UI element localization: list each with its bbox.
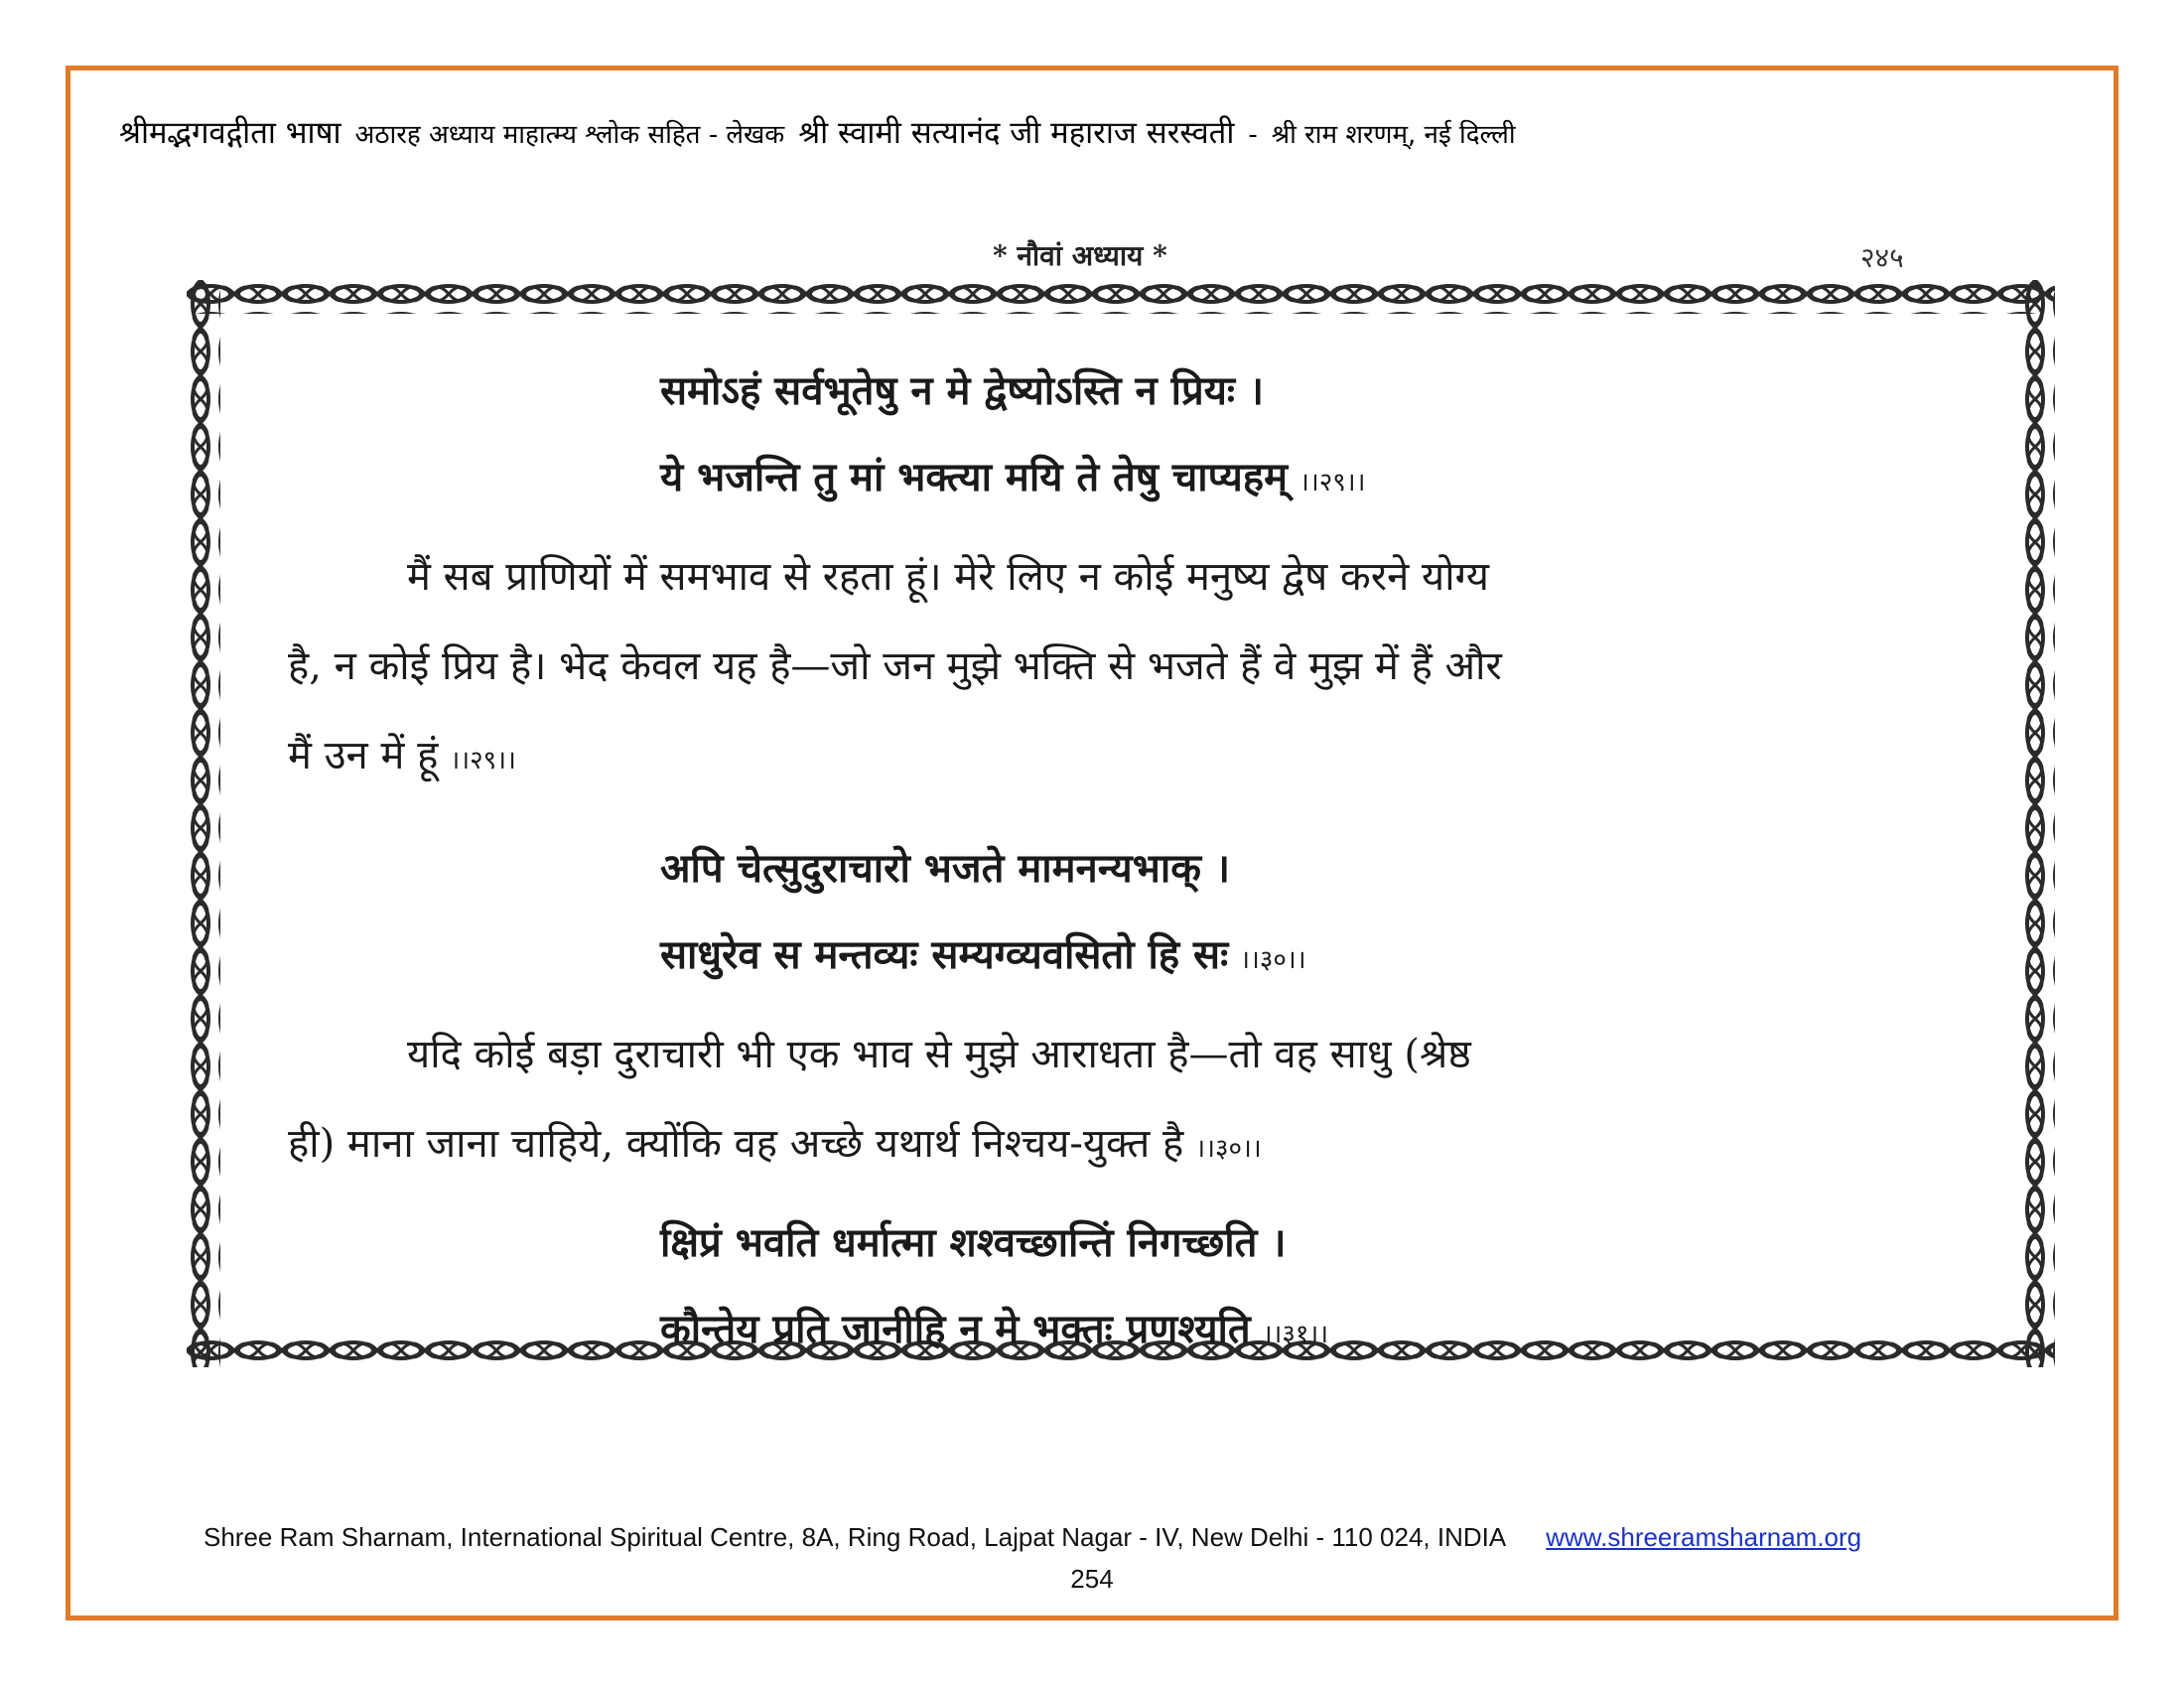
verse-line: समोऽहं सर्वभूतेषु न मे द्वेष्योऽस्ति न प्रियः । bbox=[660, 367, 1265, 414]
verse-line: अपि चेत्सुदुराचारो भजते मामनन्यभाक् । bbox=[660, 845, 1231, 892]
author-name: श्री स्वामी सत्यानंद जी महाराज सरस्वती bbox=[798, 115, 1235, 151]
scanned-page-content bbox=[288, 348, 1956, 1352]
verse-number: ।।३०।। bbox=[1195, 1134, 1262, 1164]
book-title: श्रीमद्भगवद्गीता भाषा bbox=[119, 115, 341, 151]
verse-number: ।।३१।। bbox=[1262, 1320, 1329, 1349]
verse-30 bbox=[660, 825, 1956, 1004]
footer-page-number: 254 bbox=[1070, 1564, 1114, 1594]
verse-line: साधुरेव स मन्तव्यः सम्यग्व्यवसितो हि सः ।।३०।। bbox=[660, 931, 1306, 978]
publisher-name: श्री राम शरणम्, नई दिल्ली bbox=[1271, 120, 1516, 150]
translation-line: ही) माना जाना चाहिये, क्योंकि वह अच्छे यथार्थ निश्चय-युक्त है ।।३०।। bbox=[288, 1121, 1262, 1167]
verse-29 bbox=[660, 348, 1956, 526]
footer-address: Shree Ram Sharnam, International Spiritual Centre, 8A, Ring Road, Lajpat Nagar - IV, New Delhi - 110 024, INDIA bbox=[204, 1522, 1507, 1552]
verse-line: कौन्तेय प्रति जानीहि न मे भक्तः प्रणश्यति ।।३१।। bbox=[660, 1306, 1329, 1352]
translation-line: मैं सब प्राणियों में समभाव से रहता हूं। मेरे लिए न कोई मनुष्य द्वेष करने योग्य bbox=[407, 554, 1490, 600]
verse-number: ।।२९।। bbox=[1299, 468, 1366, 497]
translation-29 bbox=[288, 532, 1956, 805]
scan-page-number: २४५ bbox=[1860, 241, 1904, 274]
verse-line: क्षिप्रं भवति धर्मात्मा शश्वच्छान्तिं निगच्छति । bbox=[660, 1219, 1287, 1266]
translation-line: मैं उन में हूं ।।२९।। bbox=[288, 733, 516, 778]
verse-number: ।।३०।। bbox=[1240, 945, 1306, 975]
header-separator: - bbox=[1248, 120, 1258, 150]
website-link[interactable]: www.shreeramsharnam.org bbox=[1546, 1522, 1862, 1552]
verse-line: ये भजन्ति तु मां भक्त्या मयि ते तेषु चाप्यहम् ।।२९।। bbox=[660, 454, 1366, 500]
translation-line: यदि कोई बड़ा दुराचारी भी एक भाव से मुझे आराधता है—तो वह साधु (श्रेष्ठ bbox=[407, 1032, 1471, 1077]
translation-30 bbox=[288, 1010, 1956, 1194]
translation-line: है, न कोई प्रिय है। भेद केवल यह है—जो जन मुझे भक्ति से भजते हैं वे मुझ में हैं और bbox=[288, 643, 1502, 689]
chapter-title: * नौवां अध्याय * bbox=[993, 239, 1167, 272]
page-header bbox=[119, 111, 2065, 153]
verse-31 bbox=[660, 1199, 1956, 1378]
book-subtitle: अठारह अध्याय माहात्म्य श्लोक सहित - लेखक bbox=[354, 120, 785, 150]
page-footer bbox=[204, 1522, 1990, 1553]
verse-number: ।।२९।। bbox=[450, 746, 516, 775]
